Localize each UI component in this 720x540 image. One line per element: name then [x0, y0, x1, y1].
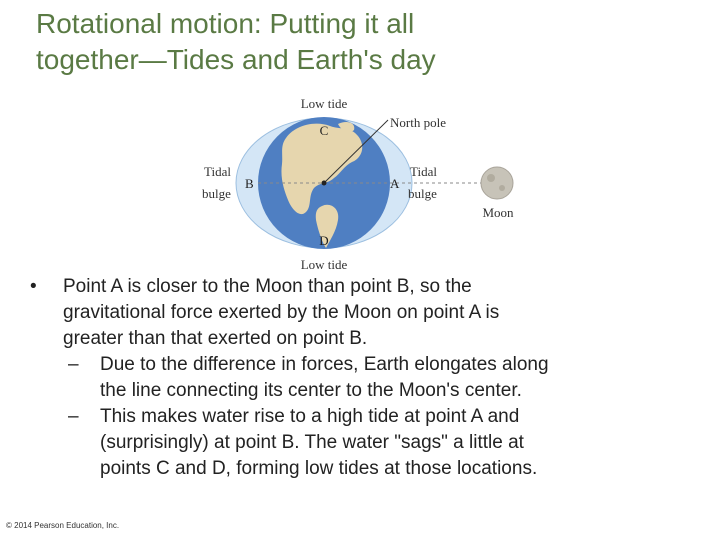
bullet-text-line: greater than that exerted on point B. [63, 328, 368, 349]
bullet-marker: • [30, 276, 37, 297]
sub-bullet-text-line: Due to the difference in forces, Earth elongates along [100, 354, 549, 375]
label-low-tide-top: Low tide [300, 96, 348, 111]
label-point-d: D [319, 233, 329, 248]
tides-diagram-svg [190, 92, 530, 274]
label-tidal-left-2: bulge [202, 186, 231, 201]
sub-bullet-marker: – [68, 354, 79, 375]
sub-bullet-text-line: points C and D, forming low tides at those locations. [100, 458, 538, 479]
label-tidal-left-1: Tidal [204, 164, 231, 179]
label-point-c: C [319, 123, 329, 138]
moon-body [481, 167, 513, 199]
moon-crater-2 [499, 185, 505, 191]
slide-title [36, 6, 686, 78]
sub-bullet-item [30, 404, 690, 482]
bullet-item [30, 274, 690, 352]
copyright-footer: © 2014 Pearson Education, Inc. [6, 521, 120, 530]
sub-bullet-marker: – [68, 406, 79, 427]
label-point-a: A [390, 176, 400, 191]
sub-bullet-text-line: This makes water rise to a high tide at point A and [100, 406, 520, 427]
label-north-pole: North pole [390, 115, 446, 130]
label-point-b: B [245, 176, 254, 191]
bullet-text-line: gravitational force exerted by the Moon on point A is [63, 302, 500, 323]
label-tidal-right-1: Tidal [410, 164, 437, 179]
moon-crater-1 [487, 174, 495, 182]
tides-diagram [190, 92, 530, 274]
label-tidal-right-2: bulge [408, 186, 437, 201]
label-moon: Moon [482, 205, 514, 220]
sub-bullet-text-line: (surprisingly) at point B. The water "sags" a little at [100, 432, 524, 453]
bullet-list [30, 274, 690, 482]
earth-center-dot [322, 181, 327, 186]
bullet-text-line: Point A is closer to the Moon than point B, so the [63, 276, 472, 297]
title-line-1: Rotational motion: Putting it all [36, 8, 415, 39]
title-line-2: together—Tides and Earth's day [36, 44, 436, 75]
label-low-tide-bottom: Low tide [300, 257, 348, 272]
sub-bullet-item [30, 352, 690, 404]
sub-bullet-text-line: the line connecting its center to the Moon's center. [100, 380, 522, 401]
